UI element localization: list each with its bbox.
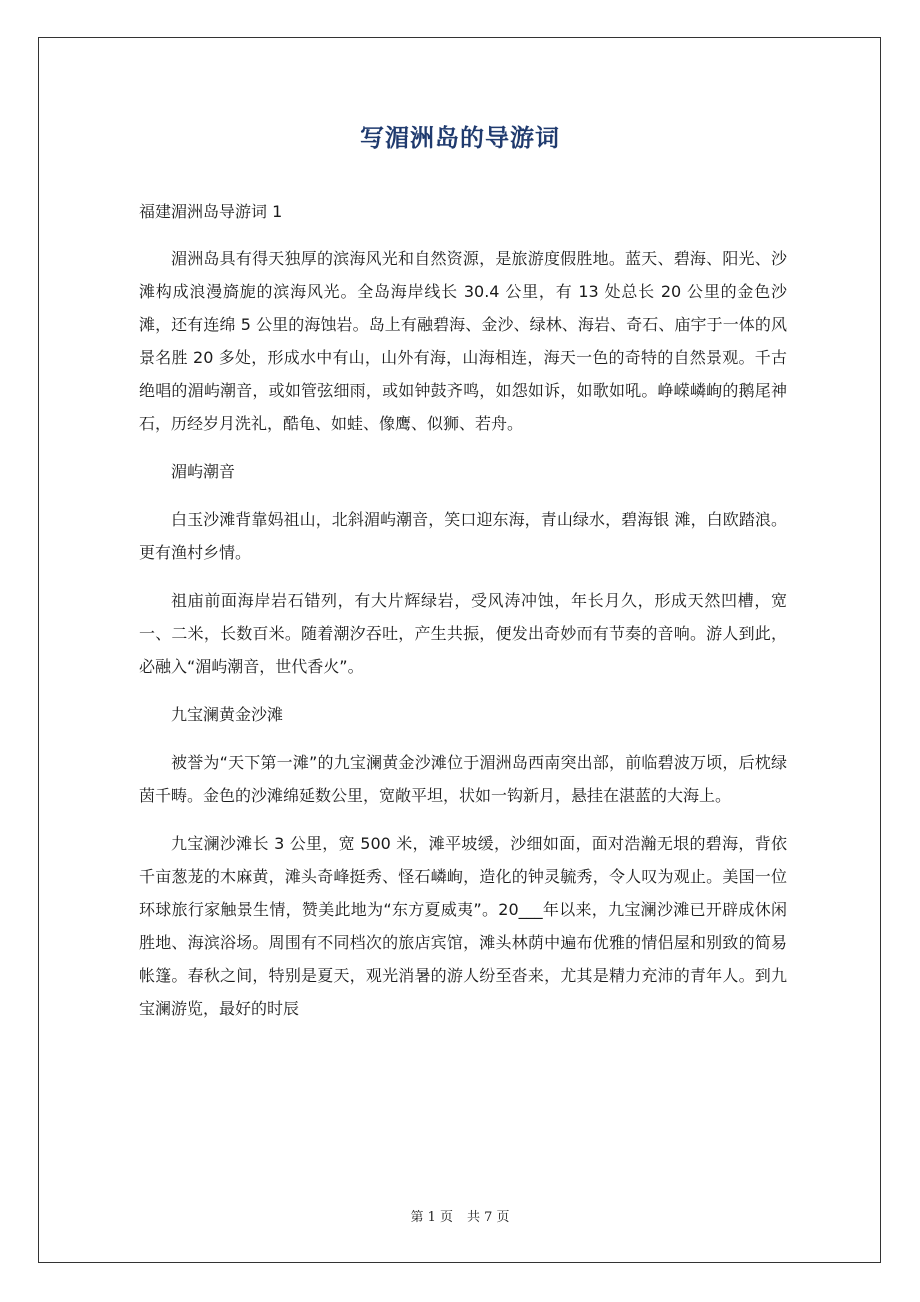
paragraph-intro: 湄洲岛具有得天独厚的滨海风光和自然资源，是旅游度假胜地。蓝天、碧海、阳光、沙滩构成浪漫旖旎的滨海风光。全岛海岸线长 30.4 公里，有 13 处总长 20 公里的金色沙滩，还有连绵 5 公里的海蚀岩。岛上有融碧海、金沙、绿林、海岩、奇石、庙宇于一体的风景名胜 20 多处，形成水中有山，山外有海，山海相连，海天一色的奇特的自然景观。千古绝唱的湄屿潮音，或如管弦细雨，或如钟鼓齐鸣，如怨如诉，如歌如吼。峥嵘嶙峋的鹅尾神石，历经岁月洗礼，酷龟、如蛙、像鹰、似狮、若舟。: [139, 249, 787, 433]
document-title: 写湄洲岛的导游词: [360, 124, 560, 152]
subheading-jiubaolan-beach: 九宝澜黄金沙滩: [171, 705, 284, 724]
page-number: 第 1 页: [410, 1210, 453, 1225]
paragraph-jiubaolan-detail: 九宝澜沙滩长 3 公里，宽 500 米，滩平坡缓，沙细如面，面对浩瀚无垠的碧海，背依千亩葱茏的木麻黄，滩头奇峰挺秀、怪石嶙峋，造化的钟灵毓秀，令人叹为观止。美国一位环球旅行家触景生情，赞美此地为“东方夏威夷”。20___年以来，九宝澜沙滩已开辟成休闲胜地、海滨浴场。周围有不同档次的旅店宾馆，滩头林荫中遍布优雅的情侣屋和别致的简易帐篷。春秋之间，特别是夏天，观光消暑的游人纷至沓来，尤其是精力充沛的青年人。到九宝澜游览，最好的时辰: [139, 834, 787, 1018]
paragraph-jiubaolan-intro: 被誉为“天下第一滩”的九宝澜黄金沙滩位于湄洲岛西南突出部，前临碧波万顷，后枕绿茵千畴。金色的沙滩绵延数公里，宽敞平坦，状如一钩新月，悬挂在湛蓝的大海上。: [139, 753, 787, 805]
page-footer: [0, 1206, 920, 1225]
paragraph-temple-rocks: 祖庙前面海岸岩石错列，有大片辉绿岩，受风涛冲蚀，年长月久，形成天然凹槽，宽一、二米，长数百米。随着潮汐吞吐，产生共振，便发出奇妙而有节奏的音响。游人到此，必融入“湄屿潮音，世代香火”。: [139, 591, 787, 676]
document-body: [139, 195, 787, 1040]
section-heading: 福建湄洲岛导游词 1: [139, 202, 283, 221]
paragraph-baiyu-beach: 白玉沙滩背靠妈祖山，北斜湄屿潮音，笑口迎东海，青山绿水，碧海银 滩，白欧踏浪。更有渔村乡情。: [139, 510, 787, 562]
page-total: 共 7 页: [467, 1210, 510, 1225]
subheading-meiyu-chaoyin: 湄屿潮音: [171, 462, 236, 481]
